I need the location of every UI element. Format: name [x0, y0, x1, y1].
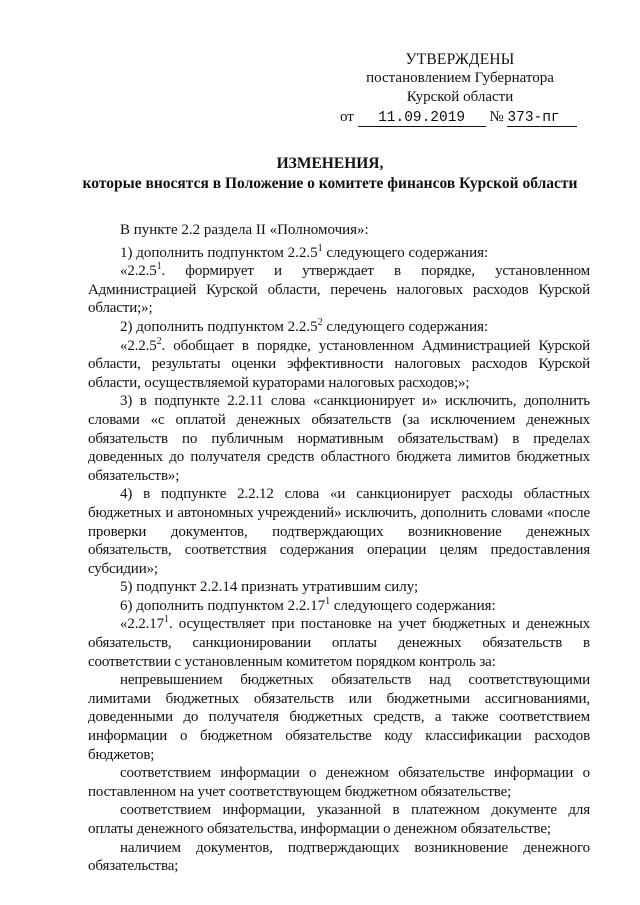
- superscript: 1: [156, 261, 162, 273]
- paragraph-item-4: 4) в подпункте 2.2.12 слова «и санкционирует расходы областных бюджетных и автономных учреждений» исключить, дополнить словами «после проверки документов, подтверждающих возникновение денежных обязательств, соответствия содержания операции целям предоставления субсидии»;: [88, 486, 590, 577]
- approval-block: [340, 50, 580, 127]
- text-part: следующего содержания:: [322, 318, 489, 335]
- text-part: следующего содержания:: [322, 244, 489, 261]
- paragraph-quote-2-2-17-1: [88, 615, 590, 671]
- text-part: . осуществляет при постановке на учет бюджетных и денежных обязательств, санкционировании оплаты денежных обязательств в соответствии с установленным комитетом порядком контроль за:: [88, 616, 590, 670]
- paragraph-control-4: наличием документов, подтверждающих возникновение денежного обязательства;: [88, 839, 590, 875]
- paragraph-item-2: [88, 318, 590, 337]
- approval-title: УТВЕРЖДЕНЫ: [405, 51, 515, 68]
- approval-line-2: Курской области: [406, 89, 514, 105]
- document-body: [88, 221, 590, 876]
- paragraph-item-6: [88, 597, 590, 616]
- paragraph-control-2: соответствием информации о денежном обязательстве информации о поставленном на учет соответствующем бюджетном обязательстве;: [88, 765, 590, 800]
- paragraph-item-5: 5) подпункт 2.2.14 признать утратившим силу;: [120, 579, 419, 596]
- superscript: 1: [163, 614, 169, 626]
- paragraph-item-3: 3) в подпункте 2.2.11 слова «санкционирует и» исключить, дополнить словами «с оплатой денежных обязательств (за исключением денежных обязательств по публичным нормативным обязательствам) в пределах доведенных до получателя средств областного бюджета лимитов бюджетных обязательств»;: [88, 393, 590, 484]
- document-heading: [60, 154, 600, 194]
- superscript: 2: [156, 335, 162, 347]
- text-part: . обобщает в порядке, установленном Администрацией Курской области, результаты оценки эффективности налоговых расходов Курской области, осуществляемой кураторами налоговых расходов;»;: [88, 337, 590, 391]
- paragraph-intro: В пункте 2.2 раздела II «Полномочия»:: [120, 222, 369, 238]
- superscript: 1: [325, 595, 331, 607]
- text-part: 2) дополнить подпунктом 2.2.5: [120, 318, 318, 335]
- superscript: 2: [317, 316, 323, 328]
- text-part: «2.2.17: [120, 616, 164, 633]
- text-part: «2.2.5: [120, 263, 157, 280]
- superscript: 1: [317, 242, 323, 254]
- paragraph-item-1: [88, 244, 590, 263]
- paragraph-quote-2-2-5-1: [88, 262, 590, 318]
- text-part: 6) дополнить подпунктом 2.2.17: [120, 597, 326, 614]
- approval-date-line: [340, 108, 580, 127]
- approval-number: 373-пг: [507, 111, 577, 127]
- approval-date: 11.09.2019: [358, 111, 486, 127]
- text-part: следующего содержания:: [330, 597, 496, 614]
- paragraph-quote-2-2-5-2: [88, 337, 590, 393]
- heading-title: ИЗМЕНЕНИЯ,: [276, 155, 384, 172]
- text-part: «2.2.5: [120, 337, 157, 354]
- date-prefix: от: [340, 109, 354, 125]
- text-part: . формирует и утверждает в порядке, установленном Администрацией Курской области, перечень налоговых расходов Курской области;»;: [88, 263, 590, 317]
- paragraph-control-1: непревышением бюджетных обязательств над соответствующими лимитами бюджетных обязательств или бюджетными ассигнованиями, доведенными до получателя бюджетных средств, а также соответствием информации о бюджетном обязательстве коду классификации расходов бюджетов;: [88, 672, 590, 763]
- approval-line-1: постановлением Губернатора: [366, 70, 554, 86]
- text-part: 1) дополнить подпунктом 2.2.5: [120, 244, 318, 261]
- heading-subtitle: которые вносятся в Положение о комитете финансов Курской области: [82, 175, 578, 192]
- paragraph-control-3: соответствием информации, указанной в платежном документе для оплаты денежного обязательства, информации о денежном обязательстве;: [88, 802, 590, 837]
- number-prefix: №: [489, 109, 504, 125]
